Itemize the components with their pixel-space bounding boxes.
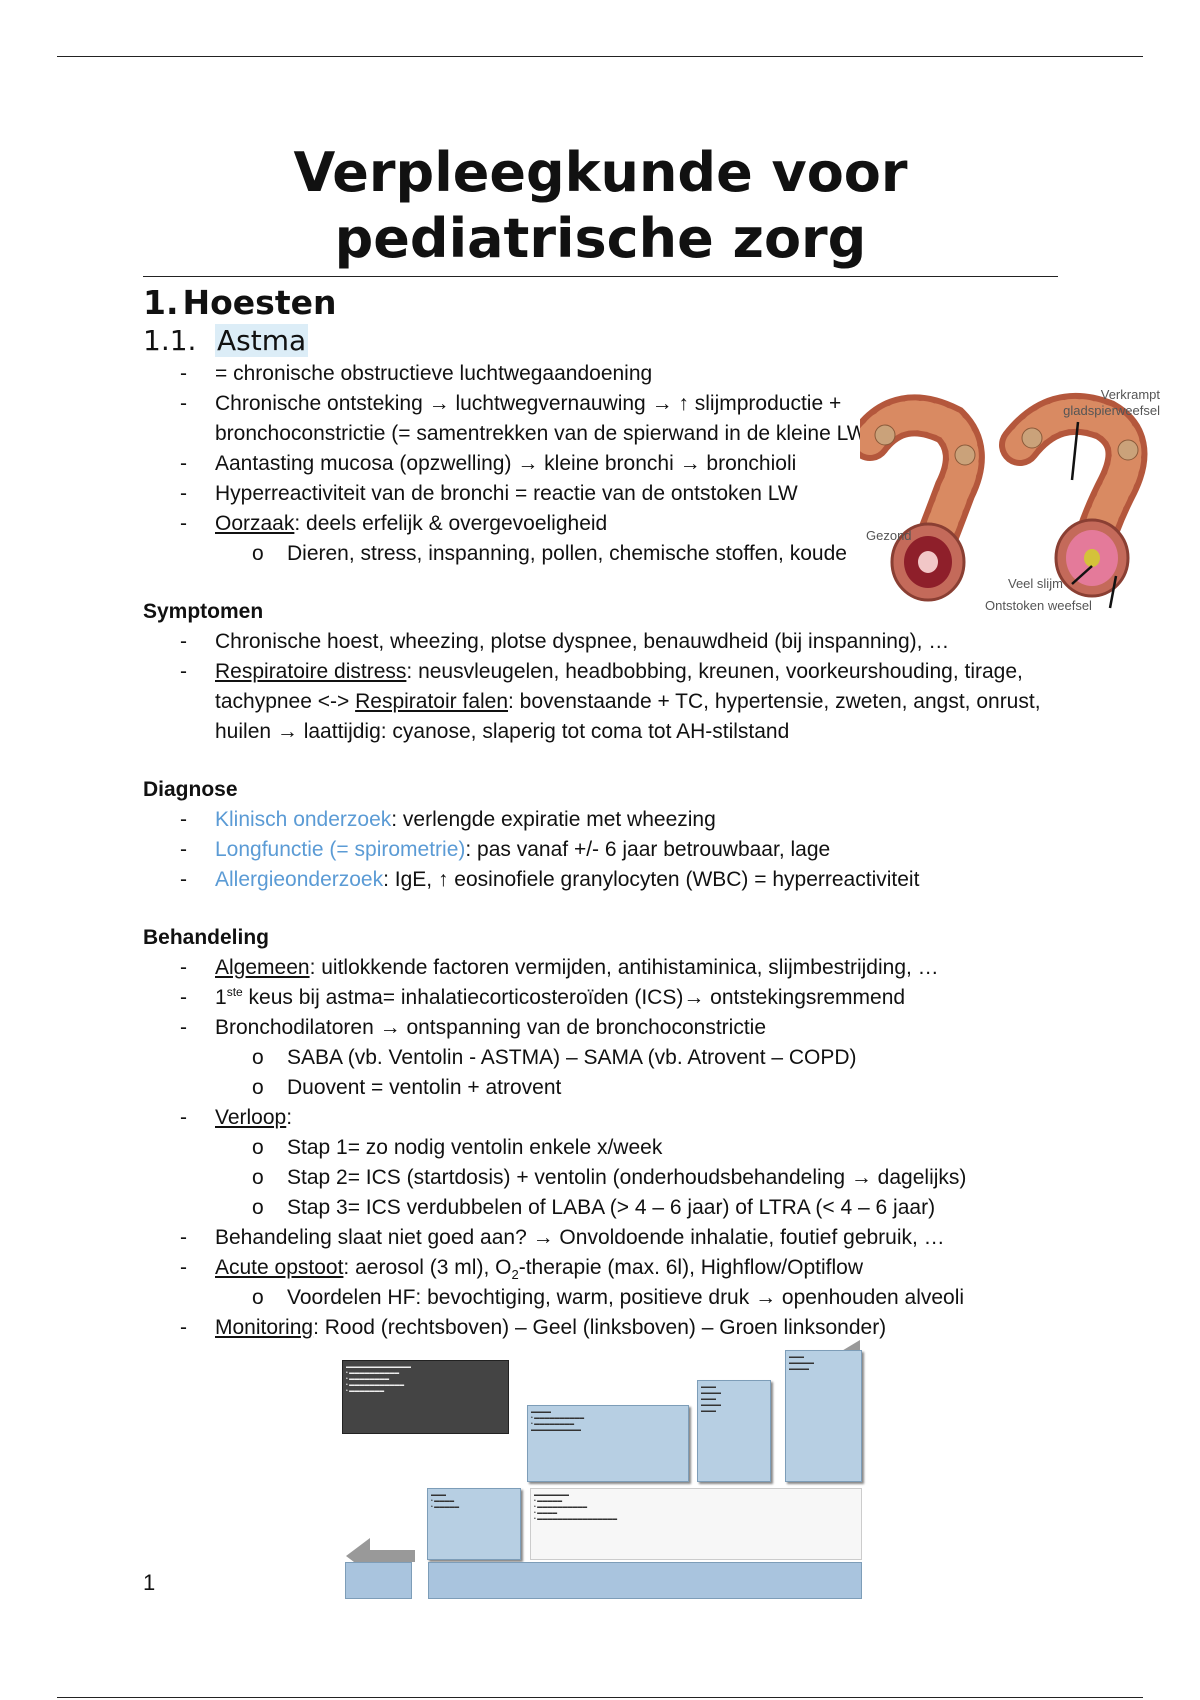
superscript: ste <box>226 985 243 999</box>
sub-list <box>215 1283 1058 1313</box>
term: Respiratoire distress <box>215 660 407 683</box>
diagram-step-lines: ▬▬▬ ▬▬▬▬▬ ▬▬▬▬ <box>789 1354 814 1372</box>
diagram-step-2-box <box>427 1488 521 1560</box>
text: : uitlokkende factoren vermijden, antihistaminica, slijmbestrijding, … <box>309 956 939 979</box>
symptoms-heading: Symptomen <box>143 600 264 623</box>
list-item <box>143 1253 1058 1313</box>
list-item: o SABA (vb. Ventolin - ASTMA) – SAMA (vb. Atrovent – COPD) <box>215 1043 1058 1073</box>
figure-label-mucus: Veel slijm <box>1008 576 1063 591</box>
term: Acute opstoot <box>215 1256 344 1279</box>
list-item: o Stap 2= ICS (startdosis) + ventolin (onderhoudsbehandeling → dagelijks) <box>215 1163 1058 1193</box>
chapter-number: 1. <box>143 283 179 322</box>
figure-label-healthy: Gezond <box>866 528 912 543</box>
text: : Rood (rechtsboven) – Geel (linksboven) – Groen linksonder) <box>313 1316 887 1339</box>
healthy-bronchus-drawing <box>870 415 975 600</box>
section-heading <box>143 323 1058 359</box>
list-item <box>143 1013 1058 1103</box>
term: Algemeen <box>215 956 310 979</box>
section-label: Astma <box>217 324 307 357</box>
list-item: o Dieren, stress, inspanning, pollen, chemische stoffen, koude <box>215 539 1058 569</box>
document-page <box>143 140 1058 1343</box>
cause-label: Oorzaak <box>215 512 295 535</box>
text: : bovenstaande + TC, hypertensie, zweten, angst, onrust, huilen → laattijdig: cyanose, slaperig tot coma tot AH-stilstand <box>215 690 1041 743</box>
diagram-step-1-bar <box>345 1562 412 1599</box>
text: : aerosol (3 ml), O <box>343 1256 512 1279</box>
diagram-notes-lines: ▬▬▬▬▬▬▬ • ▬▬▬▬▬ • ▬▬▬▬▬▬▬▬▬▬ • ▬▬▬▬ • ▬▬▬▬▬▬▬▬▬▬▬▬▬▬▬▬ <box>534 1492 618 1522</box>
text: Bronchodilatoren → ontspanning van de bronchoconstrictie <box>215 1016 767 1039</box>
text: : verlengde expiratie met wheezing <box>391 808 716 831</box>
footer-rule <box>57 1697 1143 1698</box>
list-item <box>143 983 1058 1013</box>
airway-illustration <box>860 380 1170 620</box>
term: Klinisch onderzoek <box>215 808 392 831</box>
text: : pas vanaf +/- 6 jaar betrouwbaar, lage <box>465 838 831 861</box>
text: 1 <box>215 986 227 1009</box>
figure-label-spasm: Verkrampt <box>1100 387 1160 402</box>
term: Respiratoir falen <box>355 690 509 713</box>
text: : IgE, ↑ eosinofiele granylocyten (WBC) = hyperreactiviteit <box>383 868 920 891</box>
term: Allergieonderzoek <box>215 868 384 891</box>
list-item <box>143 835 1058 865</box>
diagnosis-heading: Diagnose <box>143 778 238 801</box>
text: : <box>286 1106 293 1129</box>
cause-text: : deels erfelijk & overgevoeligheid <box>294 512 608 535</box>
document-title: Verpleegkunde voor pediatrische zorg <box>143 140 1058 277</box>
sub-list <box>215 1043 1058 1103</box>
diagnosis-list <box>143 805 1058 895</box>
list-item <box>143 657 1058 747</box>
diagram-step-lines: ▬▬▬▬ • ▬▬▬▬▬▬▬▬▬▬ • ▬▬▬▬▬▬▬▬ ▬▬▬▬▬▬▬▬▬▬ <box>531 1409 585 1433</box>
list-item: o Stap 3= ICS verdubbelen of LABA (> 4 – 6 jaar) of LTRA (< 4 – 6 jaar) <box>215 1193 1058 1223</box>
list-item: - Aantasting mucosa (opzwelling) → kleine bronchi → bronchioli <box>143 449 1058 479</box>
figure-label-inflamed: Ontstoken weefsel <box>985 598 1092 613</box>
treatment-heading: Behandeling <box>143 926 270 949</box>
list-item: o Stap 1= zo nodig ventolin enkele x/week <box>215 1133 1058 1163</box>
diagram-legend-box <box>342 1360 509 1434</box>
list-item: - Chronische hoest, wheezing, plotse dyspnee, benauwdheid (bij inspanning), … <box>143 627 1058 657</box>
diagram-legend-lines: ▬▬▬▬▬▬▬▬▬▬▬▬▬ • ▬▬▬▬▬▬▬▬▬▬ • ▬▬▬▬▬▬▬▬ • ▬▬▬▬▬▬▬▬▬▬▬ • ▬▬▬▬▬▬▬ <box>346 1364 411 1394</box>
page-number: 1 <box>143 1570 156 1595</box>
header-rule <box>57 56 1143 57</box>
list-item <box>143 805 1058 835</box>
term: Verloop <box>215 1106 287 1129</box>
list-item: - Behandeling slaat niet goed aan? → Onvoldoende inhalatie, foutief gebruik, … <box>143 1223 1058 1253</box>
list-item: o Voordelen HF: bevochtiging, warm, positieve druk → openhouden alveoli <box>215 1283 1058 1313</box>
text: keus bij astma= inhalatiecorticosteroïden (ICS)→ ontstekingsremmend <box>242 986 906 1009</box>
diagram-step-3-box <box>527 1405 689 1482</box>
term: Longfunctie (= spirometrie) <box>215 838 466 861</box>
subscript: 2 <box>511 1267 519 1283</box>
diagram-step-4-box <box>697 1380 771 1482</box>
chapter-heading <box>143 283 1058 323</box>
diagram-base-bar <box>428 1562 862 1599</box>
treatment-list <box>143 953 1058 1343</box>
list-item <box>143 865 1058 895</box>
chapter-label: Hoesten <box>182 283 337 322</box>
figure-label-spasm-tissue: gladspierweefsel <box>1063 403 1160 418</box>
list-item <box>143 1313 1058 1343</box>
list-item <box>143 953 1058 983</box>
diagram-step-lines: ▬▬▬ • ▬▬▬▬ • ▬▬▬▬▬ <box>431 1492 460 1510</box>
text: : neusvleugelen, headbobbing, kreunen, voorkeurshouding, tirage, tachypnee <-> <box>215 660 1023 713</box>
term: Monitoring <box>215 1316 314 1339</box>
sub-list <box>215 1133 1058 1223</box>
list-item: o Duovent = ventolin + atrovent <box>215 1073 1058 1103</box>
symptoms-list <box>143 627 1058 747</box>
list-item <box>143 1103 1058 1223</box>
section-number: 1.1. <box>143 324 197 357</box>
inflamed-bronchus-drawing <box>1020 414 1138 596</box>
asthma-steps-diagram <box>340 1340 865 1600</box>
diagram-notes-box <box>530 1488 862 1560</box>
diagram-step-5-box <box>785 1350 862 1482</box>
list-item: - Chronische ontsteking → luchtwegvernauwing → ↑ slijmproductie + bronchoconstrictie (= samentrekken van de spierwand in de kleine LW) <box>143 389 940 449</box>
list-item: - Hyperreactiviteit van de bronchi = reactie van de ontstoken LW <box>143 479 1058 509</box>
list-item: - = chronische obstructieve luchtwegaandoening <box>143 359 1058 389</box>
text: -therapie (max. 6l), Highflow/Optiflow <box>518 1256 863 1279</box>
diagram-step-lines: ▬▬▬ ▬▬▬▬ ▬▬▬ ▬▬▬▬ ▬▬▬ <box>701 1384 721 1414</box>
